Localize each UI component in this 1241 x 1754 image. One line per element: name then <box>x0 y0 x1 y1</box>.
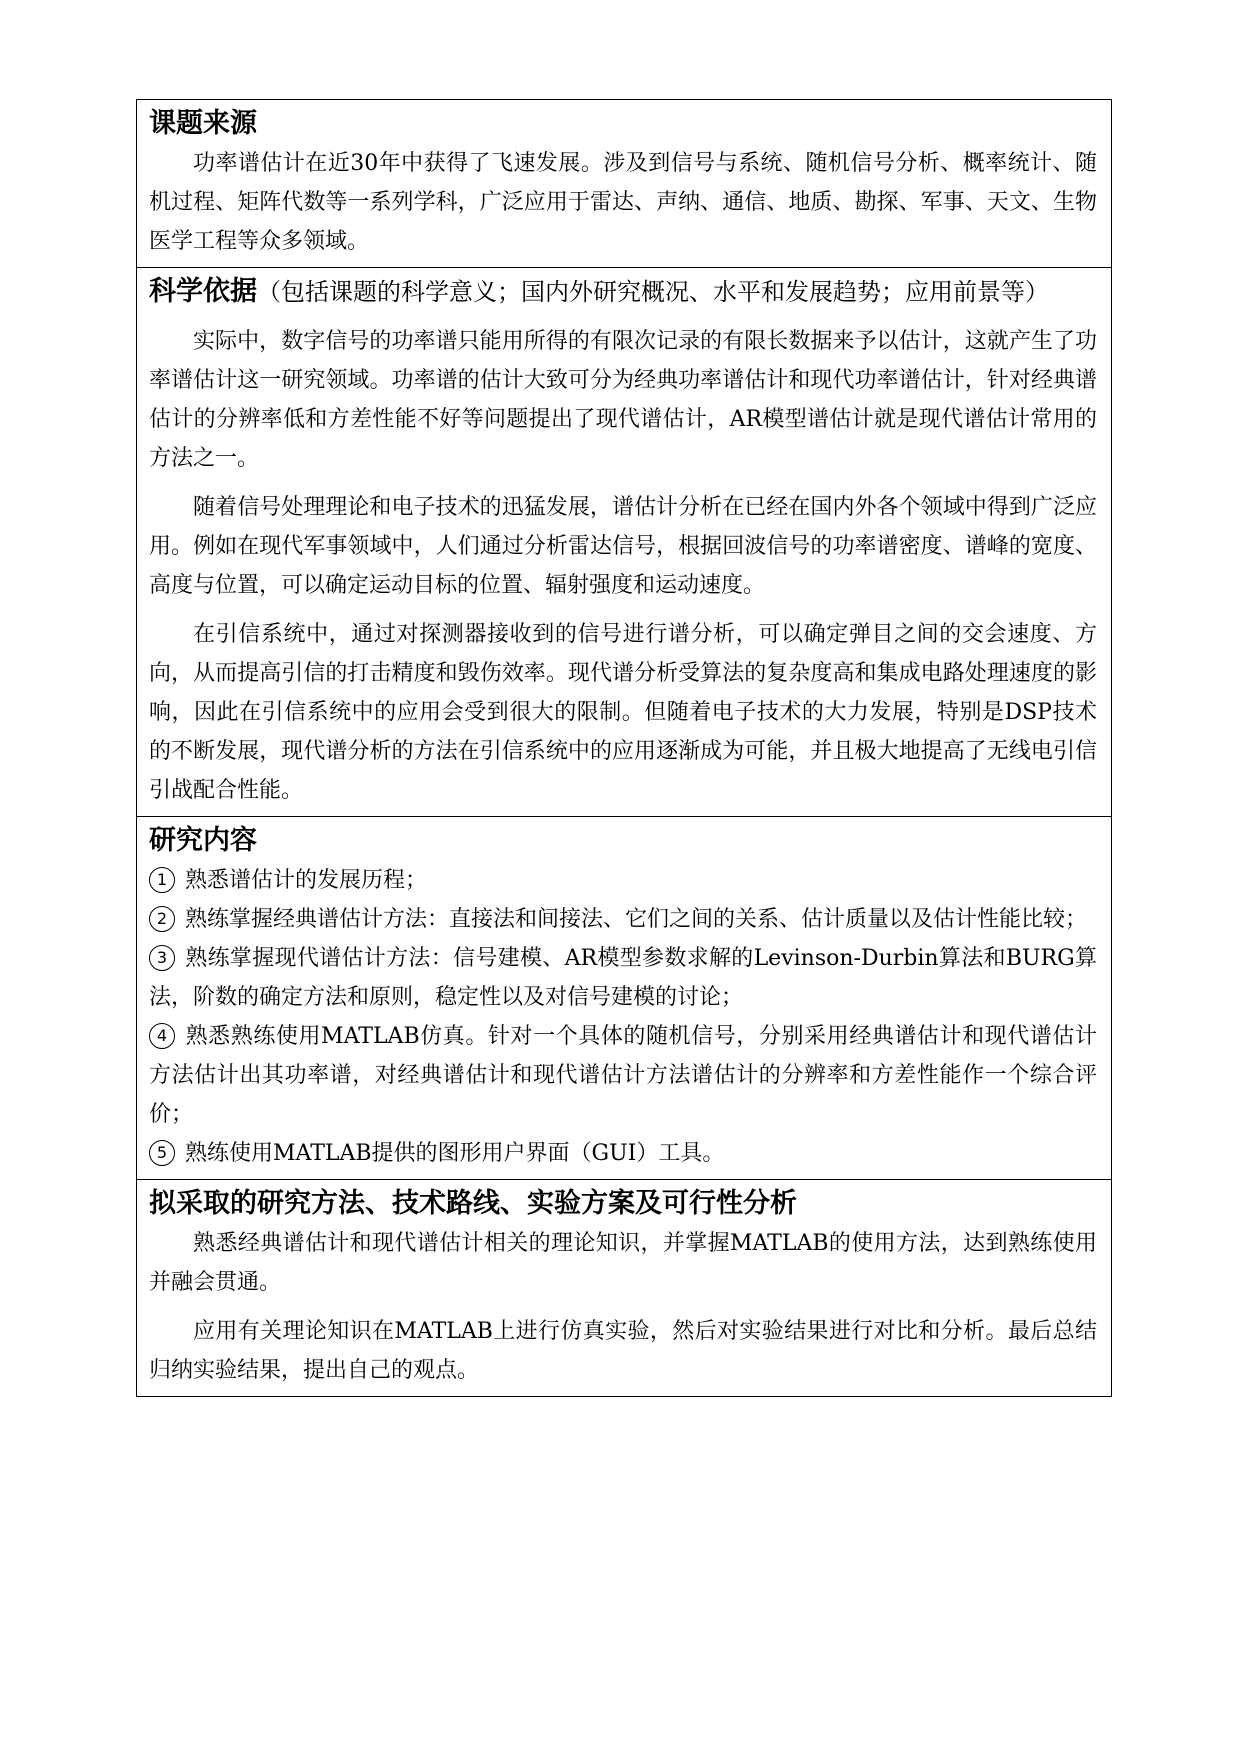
circled-number: 2 <box>149 906 175 932</box>
section-subtitle: （包括课题的科学意义；国内外研究概况、水平和发展趋势；应用前景等） <box>257 278 1049 306</box>
list-item <box>149 861 1097 900</box>
list-item <box>149 900 1097 939</box>
paragraph: 实际中，数字信号的功率谱只能用所得的有限次记录的有限长数据来予以估计，这就产生了功率谱估计这一研究领域。功率谱的估计大致可分为经典功率谱估计和现代功率谱估计，针对经典谱估计的分辨率低和方差性能不好等问题提出了现代谱估计，AR模型谱估计就是现代谱估计常用的方法之一。 <box>149 329 1097 471</box>
section-heading: 研究内容 <box>149 825 257 856</box>
paragraph: 应用有关理论知识在MATLAB上进行仿真实验，然后对实验结果进行对比和分析。最后总结归纳实验结果，提出自己的观点。 <box>149 1319 1097 1383</box>
paragraph: 在引信系统中，通过对探测器接收到的信号进行谱分析，可以确定弹目之间的交会速度、方向，从而提高引信的打击精度和毁伤效率。现代谱分析受算法的复杂度高和集成电路处理速度的影响，因此在引信系统中的应用会受到很大的限制。但随着电子技术的大力发展，特别是DSP技术的不断发展，现代谱分析的方法在引信系统中的应用逐渐成为可能，并且极大地提高了无线电引信引战配合性能。 <box>149 622 1097 803</box>
section-methods <box>137 1180 1111 1396</box>
section-heading: 课题来源 <box>149 108 257 139</box>
circled-number: 1 <box>149 867 175 893</box>
circled-number: 3 <box>149 945 175 971</box>
section-heading: 拟采取的研究方法、技术路线、实验方案及可行性分析 <box>149 1188 797 1219</box>
proposal-form-table <box>136 99 1112 1397</box>
list-item-text: 熟练掌握经典谱估计方法：直接法和间接法、它们之间的关系、估计质量以及估计性能比较； <box>185 907 1088 932</box>
section-topic-source <box>137 100 1111 268</box>
paragraph: 熟悉经典谱估计和现代谱估计相关的理论知识，并掌握MATLAB的使用方法，达到熟练使用并融会贯通。 <box>149 1231 1097 1295</box>
list-item-text: 熟悉熟练使用MATLAB仿真。针对一个具体的随机信号，分别采用经典谱估计和现代谱估计方法估计出其功率谱，对经典谱估计和现代谱估计方法谱估计的分辨率和方差性能作一个综合评价； <box>149 1024 1097 1127</box>
circled-number: 5 <box>149 1140 175 1166</box>
section-heading: 科学依据 <box>149 276 257 307</box>
circled-number: 4 <box>149 1023 175 1049</box>
section-scientific-basis <box>137 268 1111 817</box>
section-heading-line <box>149 272 1097 312</box>
list-item <box>149 939 1097 1017</box>
list-item-text: 熟练使用MATLAB提供的图形用户界面（GUI）工具。 <box>185 1141 725 1166</box>
section-research-content <box>137 817 1111 1180</box>
list-item-text: 熟练掌握现代谱估计方法：信号建模、AR模型参数求解的Levinson-Durbin算法和BURG算法，阶数的确定方法和原则，稳定性以及对信号建模的讨论； <box>149 946 1097 1010</box>
list-item <box>149 1134 1097 1173</box>
paragraph: 随着信号处理理论和电子技术的迅猛发展，谱估计分析在已经在国内外各个领域中得到广泛应用。例如在现代军事领域中，人们通过分析雷达信号，根据回波信号的功率谱密度、谱峰的宽度、高度与位置，可以确定运动目标的位置、辐射强度和运动速度。 <box>149 495 1097 598</box>
list-item-text: 熟悉谱估计的发展历程； <box>185 868 428 893</box>
list-item <box>149 1017 1097 1134</box>
paragraph: 功率谱估计在近30年中获得了飞速发展。涉及到信号与系统、随机信号分析、概率统计、随机过程、矩阵代数等一系列学科，广泛应用于雷达、声纳、通信、地质、勘探、军事、天文、生物医学工程等众多领域。 <box>149 151 1097 254</box>
